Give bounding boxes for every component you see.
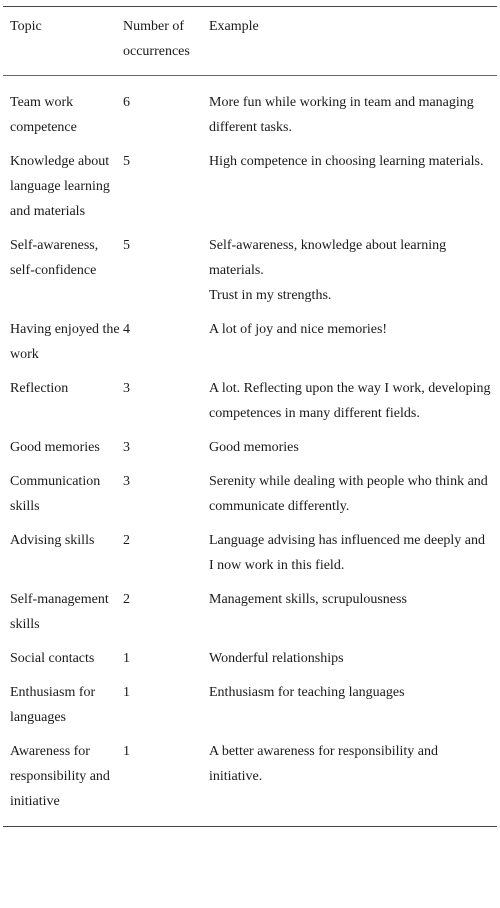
cell-count: 2 <box>123 533 130 548</box>
table-row <box>3 671 497 730</box>
table-row <box>3 76 497 141</box>
table-row <box>3 308 497 367</box>
table-row <box>3 519 497 578</box>
cell-topic: Team work competence <box>10 95 77 135</box>
table-row <box>3 578 497 637</box>
cell-example: Language advising has influenced me deeply and I now work in this field. <box>209 533 486 573</box>
cell-topic: Enthusiasm for languages <box>10 685 96 725</box>
cell-example: A better awareness for responsibility and initiative. <box>209 744 438 784</box>
cell-count: 1 <box>123 744 130 759</box>
header-occurrences: Number of occurrences <box>123 19 190 59</box>
table-header <box>3 7 497 76</box>
cell-example: More fun while working in team and managing different tasks. <box>209 95 474 135</box>
cell-topic: Social contacts <box>10 651 95 666</box>
cell-topic: Having enjoyed the work <box>10 322 120 362</box>
cell-topic: Awareness for responsibility and initiative <box>10 744 110 809</box>
cell-topic: Self-management skills <box>10 592 109 632</box>
cell-example: High competence in choosing learning materials. <box>209 154 484 169</box>
table-row <box>3 367 497 426</box>
cell-example-line: Self-awareness, knowledge about learning materials. <box>209 238 447 278</box>
cell-count: 1 <box>123 651 130 666</box>
cell-count: 3 <box>123 474 130 489</box>
cell-example: Good memories <box>209 440 299 455</box>
table-row <box>3 730 497 827</box>
cell-count: 6 <box>123 95 130 110</box>
cell-example: A lot. Reflecting upon the way I work, developing competences in many different fields. <box>209 381 491 421</box>
cell-count: 4 <box>123 322 130 337</box>
cell-count: 3 <box>123 440 130 455</box>
cell-count: 5 <box>123 238 130 253</box>
cell-count: 2 <box>123 592 130 607</box>
header-example: Example <box>209 19 259 34</box>
cell-example-line: Trust in my strengths. <box>209 288 332 303</box>
header-row <box>3 7 497 76</box>
cell-topic: Communication skills <box>10 474 101 514</box>
cell-example: Enthusiasm for teaching languages <box>209 685 405 700</box>
occurrences-table <box>3 6 497 827</box>
cell-topic: Knowledge about language learning and materials <box>10 154 110 219</box>
occurrences-table-container <box>3 6 497 827</box>
table-row <box>3 140 497 224</box>
cell-example: Serenity while dealing with people who think and communicate differently. <box>209 474 488 514</box>
table-body <box>3 76 497 827</box>
cell-count: 1 <box>123 685 130 700</box>
header-topic: Topic <box>10 19 42 34</box>
cell-topic: Good memories <box>10 440 100 455</box>
cell-example: Wonderful relationships <box>209 651 344 666</box>
table-row <box>3 224 497 308</box>
cell-count: 5 <box>123 154 130 169</box>
cell-example <box>209 224 497 308</box>
cell-count: 3 <box>123 381 130 396</box>
table-row <box>3 460 497 519</box>
cell-example: A lot of joy and nice memories! <box>209 322 388 337</box>
table-row <box>3 637 497 671</box>
cell-example: Management skills, scrupulousness <box>209 592 407 607</box>
cell-topic: Self-awareness, self-confidence <box>10 238 99 278</box>
cell-topic: Reflection <box>10 381 69 396</box>
table-row <box>3 426 497 460</box>
cell-topic: Advising skills <box>10 533 95 548</box>
